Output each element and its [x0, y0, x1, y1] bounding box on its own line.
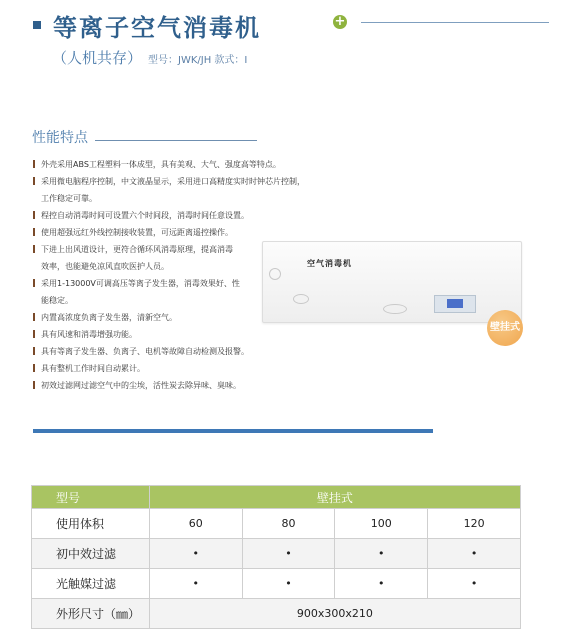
table-row [32, 569, 521, 599]
title-row [33, 8, 553, 42]
feature-text: 下进上出风道设计，更符合循环风消毒原理，提高消毒 [41, 245, 233, 254]
table-cell: • [242, 569, 335, 599]
section-divider [33, 429, 433, 433]
feature-text: 外壳采用ABS工程塑料一体成型，具有美观、大气、强度高等特点。 [41, 160, 281, 169]
table-row [32, 509, 521, 539]
feature-text: 具有风速和消毒增强功能。 [41, 330, 137, 339]
bullet-bar-icon [33, 347, 35, 355]
bullet-bar-icon [33, 330, 35, 338]
feature-text: 能稳定。 [41, 296, 73, 305]
subtitle-paren: （人机共存） [52, 49, 143, 67]
decor-dot [293, 294, 309, 304]
model-meta: 型号：JWK/JH 款式：I [148, 55, 248, 66]
bullet-bar-icon [33, 313, 35, 321]
feature-item [33, 360, 333, 377]
bullet-bar-icon [33, 364, 35, 372]
feature-text: 采用1-13000V可调高压等离子发生器，消毒效果好、性 [41, 279, 240, 288]
feature-text: 效率，也能避免凉风直吹医护人员。 [41, 262, 169, 271]
bullet-bar-icon [33, 160, 35, 168]
table-cell: • [335, 539, 428, 569]
table-cell: • [335, 569, 428, 599]
row-label: 使用体积 [32, 509, 150, 539]
bullet-bar-icon [33, 279, 35, 287]
row-label: 外形尺寸（㎜） [32, 599, 150, 629]
square-bullet-icon [33, 21, 41, 29]
device-image [262, 241, 522, 323]
bullet-bar-icon [33, 245, 35, 253]
plus-circle-icon: + [334, 14, 346, 29]
feature-item [33, 156, 333, 173]
table-cell: • [242, 539, 335, 569]
header-value: 壁挂式 [149, 486, 520, 509]
feature-item [33, 377, 333, 394]
bullet-bar-icon [33, 381, 35, 389]
feature-item [33, 224, 333, 241]
row-label: 光触媒过滤 [32, 569, 150, 599]
feature-item [33, 326, 333, 343]
table-cell: • [428, 539, 521, 569]
feature-text: 内置高浓度负离子发生器，清新空气。 [41, 313, 177, 322]
feature-text: 采用微电脑程序控制，中文液晶显示，采用进口高精度实时时钟芯片控制， [41, 177, 305, 186]
header-label: 型号 [32, 486, 150, 509]
subtitle [52, 47, 247, 68]
device-label: 空气消毒机 [307, 259, 352, 268]
table-cell: • [428, 569, 521, 599]
feature-text: 具有整机工作时间自动累计。 [41, 364, 145, 373]
feature-item [33, 207, 333, 224]
style-badge: 壁挂式 [487, 310, 523, 346]
feature-text: 具有等离子发生器、负离子、电机等故障自动检测及报警。 [41, 347, 249, 356]
feature-item [33, 173, 333, 190]
lcd-screen [447, 299, 463, 308]
title-rule [361, 22, 549, 23]
decor-dot [269, 268, 281, 280]
bullet-bar-icon [33, 177, 35, 185]
lcd-panel-icon [434, 295, 476, 313]
features-heading-rule [95, 140, 257, 141]
feature-item [33, 343, 333, 360]
feature-text: 程控自动消毒时间可设置六个时间段，消毒时间任意设置。 [41, 211, 249, 220]
table-cell: 100 [335, 509, 428, 539]
features-heading: 性能特点 [32, 130, 88, 146]
feature-text: 工作稳定可靠。 [41, 194, 97, 203]
table-row [32, 539, 521, 569]
table-cell: 120 [428, 509, 521, 539]
spec-table [31, 485, 521, 629]
decor-dot [383, 304, 407, 314]
bullet-bar-icon [33, 228, 35, 236]
row-label: 初中效过滤 [32, 539, 150, 569]
bullet-bar-icon [33, 211, 35, 219]
table-cell: • [149, 539, 242, 569]
table-cell: 900x300x210 [149, 599, 520, 629]
page-title: 等离子空气消毒机 [53, 14, 261, 42]
table-header-row [32, 486, 521, 509]
feature-text: 使用超强远红外线控制接收装置，可远距离遥控操作。 [41, 228, 233, 237]
table-cell: 60 [149, 509, 242, 539]
feature-text: 初效过滤网过滤空气中的尘埃，活性炭去除异味、臭味。 [41, 381, 241, 390]
table-cell: • [149, 569, 242, 599]
table-row [32, 599, 521, 629]
table-cell: 80 [242, 509, 335, 539]
feature-item-continuation [33, 190, 333, 207]
